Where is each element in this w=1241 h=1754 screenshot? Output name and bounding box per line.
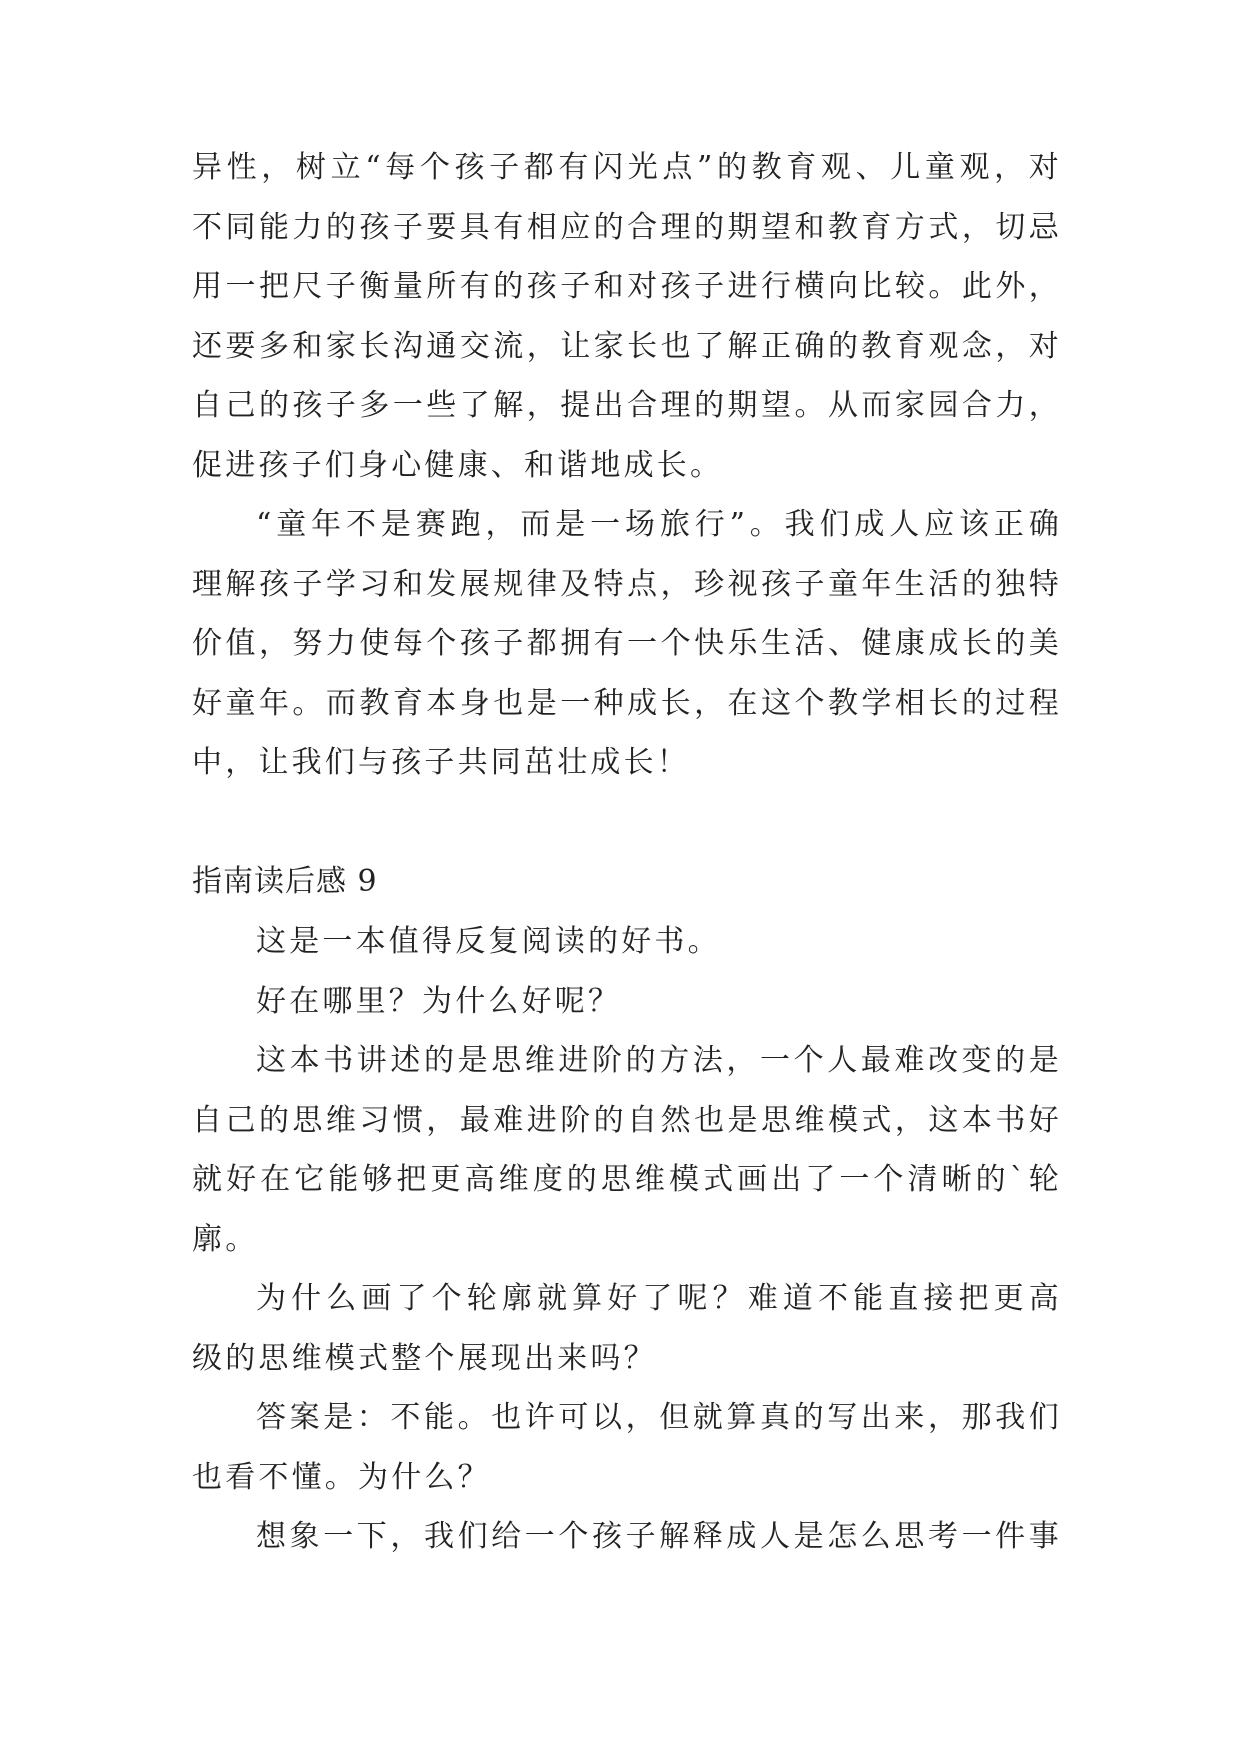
- text-line: 不同能力的孩子要具有相应的合理的期望和教育方式，切忌: [192, 209, 1062, 245]
- text-line: 还要多和家长沟通交流，让家长也了解正确的教育观念，对: [192, 328, 1062, 364]
- text-line: “童年不是赛跑，而是一场旅行”。我们成人应该正确: [256, 507, 1062, 542]
- text-line: 好童年。而教育本身也是一种成长，在这个教学相长的过程: [192, 685, 1062, 721]
- text-line: 为什么画了个轮廓就算好了呢？难道不能直接把更高: [256, 1281, 1062, 1316]
- text-line: 异性，树立“每个孩子都有闪光点”的教育观、儿童观，对: [192, 150, 1062, 185]
- text-line: 这本书讲述的是思维进阶的方法，一个人最难改变的是: [256, 1043, 1062, 1078]
- text-line: 级的思维模式整个展现出来吗？: [192, 1340, 657, 1376]
- text-line: 也看不懂。为什么？: [192, 1459, 491, 1495]
- text-line: 中，让我们与孩子共同茁壮成长！: [192, 745, 690, 780]
- text-line: 廓。: [192, 1221, 259, 1257]
- text-line: 自己的孩子多一些了解，提出合理的期望。从而家园合力，: [192, 388, 1062, 423]
- paragraph-block-3: [192, 912, 1062, 1567]
- text-line: 就好在它能够把更高维度的思维模式画出了一个清晰的`轮: [192, 1162, 1062, 1197]
- text-line: 想象一下，我们给一个孩子解释成人是怎么思考一件事: [256, 1519, 1062, 1554]
- text-line: 答案是：不能。也许可以，但就算真的写出来，那我们: [256, 1400, 1062, 1435]
- text-line: 好在哪里？为什么好呢？: [256, 983, 622, 1019]
- text-line: 促进孩子们身心健康、和谐地成长。: [192, 447, 724, 483]
- text-line: 理解孩子学习和发展规律及特点，珍视孩子童年生活的独特: [192, 566, 1062, 602]
- text-line: 价值，努力使每个孩子都拥有一个快乐生活、健康成长的美: [192, 626, 1062, 661]
- paragraph-block-1: [192, 138, 1062, 793]
- text-line: 用一把尺子衡量所有的孩子和对孩子进行横向比较。此外，: [192, 269, 1062, 304]
- text-line: 这是一本值得反复阅读的好书。: [256, 924, 721, 959]
- section-heading: 指南读后感 9: [192, 864, 378, 899]
- text-line: 自己的思维习惯，最难进阶的自然也是思维模式，这本书好: [192, 1102, 1062, 1138]
